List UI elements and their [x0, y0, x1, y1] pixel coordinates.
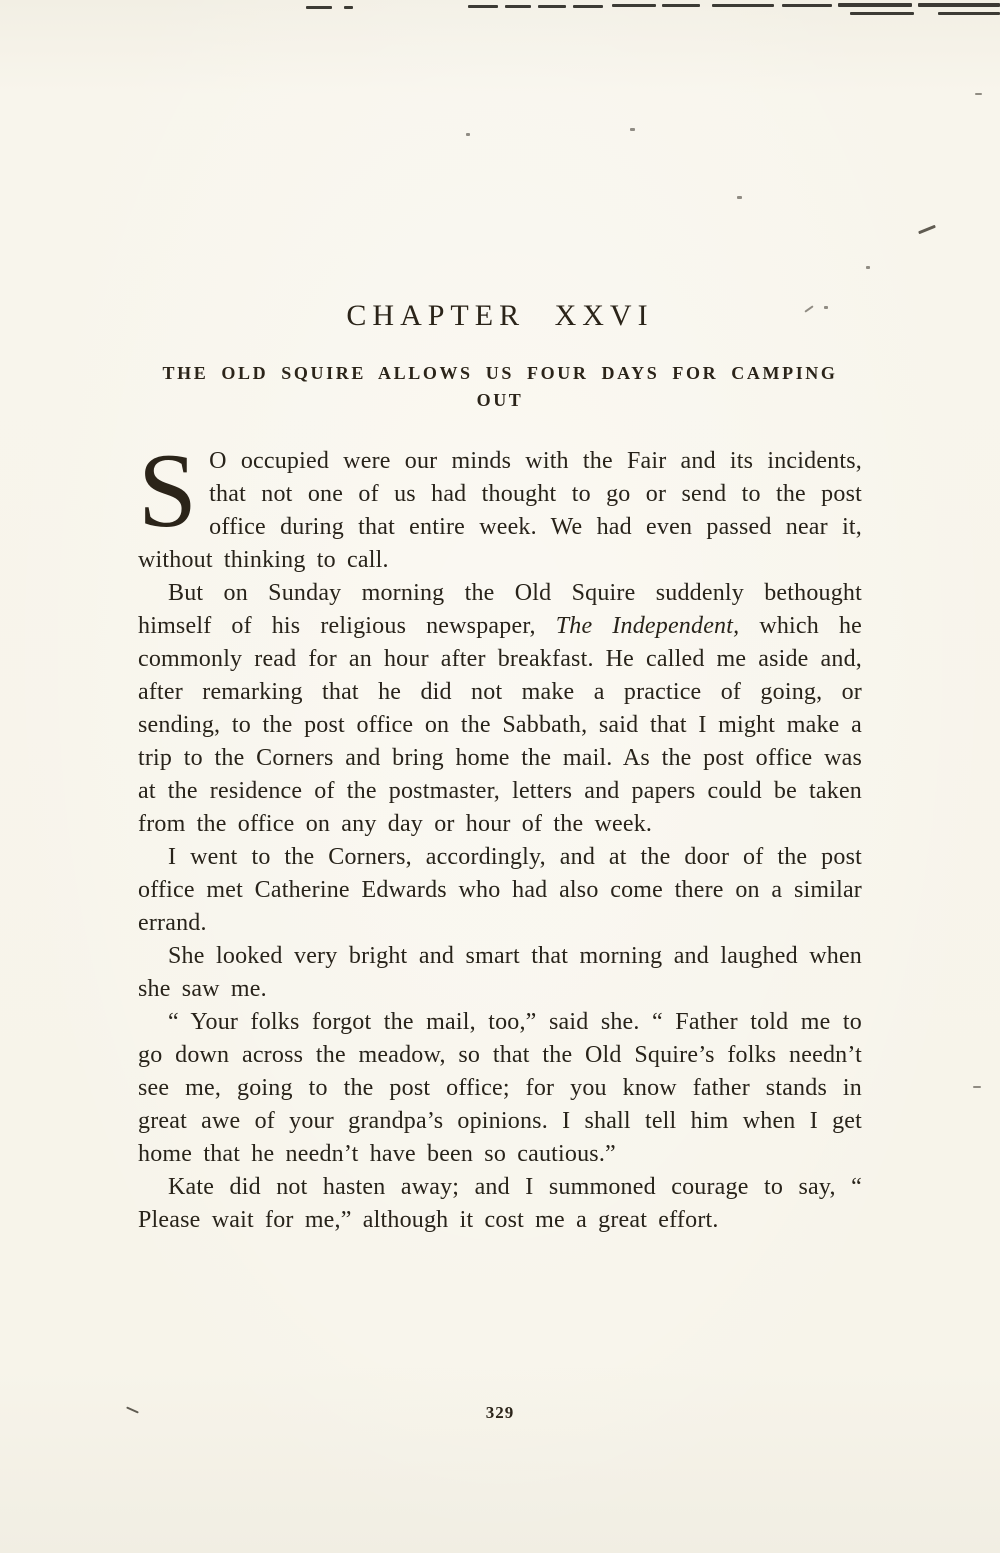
paragraph: [138, 1006, 862, 1171]
text-run: She looked very bright and smart that morning and laughed when she saw me.: [138, 943, 862, 1002]
paragraph: [138, 432, 862, 577]
body-text: [138, 432, 863, 1237]
paragraph: [138, 1171, 862, 1237]
text-run: “ Your folks forgot the mail, too,” said she. “ Father told me to go down across the meadow, so that the Old Squire’s folks needn’t see me, going to the post office; for you know father stands in great awe of your grandpa’s opinions. I shall tell him when I get home that he needn’t have been so cautious.”: [138, 1009, 862, 1167]
paragraph: [138, 841, 862, 940]
scan-speck: [866, 266, 870, 269]
italic-text-run: The Independent,: [555, 613, 740, 639]
scan-speck: [918, 225, 936, 235]
text-run: I went to the Corners, accordingly, and at the door of the post office met Catherine Edwards who had also come there on a similar errand.: [138, 844, 862, 936]
scan-speck: [973, 1086, 981, 1088]
scan-dash: [918, 3, 1000, 7]
text-run: But on Sunday morning the Old Squire suddenly bethought himself of his religious newspaper,: [138, 580, 862, 639]
page-number: 329: [485, 1403, 515, 1422]
scan-speck: [975, 93, 982, 95]
chapter-subtitle-line-2: OUT: [476, 390, 524, 410]
chapter-subtitle-line-1: THE OLD SQUIRE ALLOWS US FOUR DAYS FOR CAMPING: [162, 363, 838, 383]
drop-cap: S: [138, 432, 198, 549]
text-run: O occupied were our minds with the Fair and its incidents, that not one of us had thought to go or send to the post office during that entire week. We had even passed near it, without thinking to call.: [138, 448, 862, 573]
text-run: which he commonly read for an hour after breakfast. He called me aside and, after remarking that he did not make a practice of going, or sending, to the post office on the Sabbath, said that I might make a trip to the Corners and bring home the mail. As the post office was at the residence of the postmaster, letters and papers could be taken from the office on any day or hour of the week.: [138, 613, 863, 837]
paragraph: [138, 940, 862, 1006]
scan-dash: [938, 12, 1000, 15]
chapter-title: CHAPTER XXVI: [346, 299, 654, 332]
paragraph: [138, 577, 862, 841]
text-run: Kate did not hasten away; and I summoned courage to say, “ Please wait for me,” although it cost me a great effort.: [138, 1174, 862, 1233]
text-block: [138, 0, 862, 1237]
chapter-subtitle: [138, 360, 862, 414]
